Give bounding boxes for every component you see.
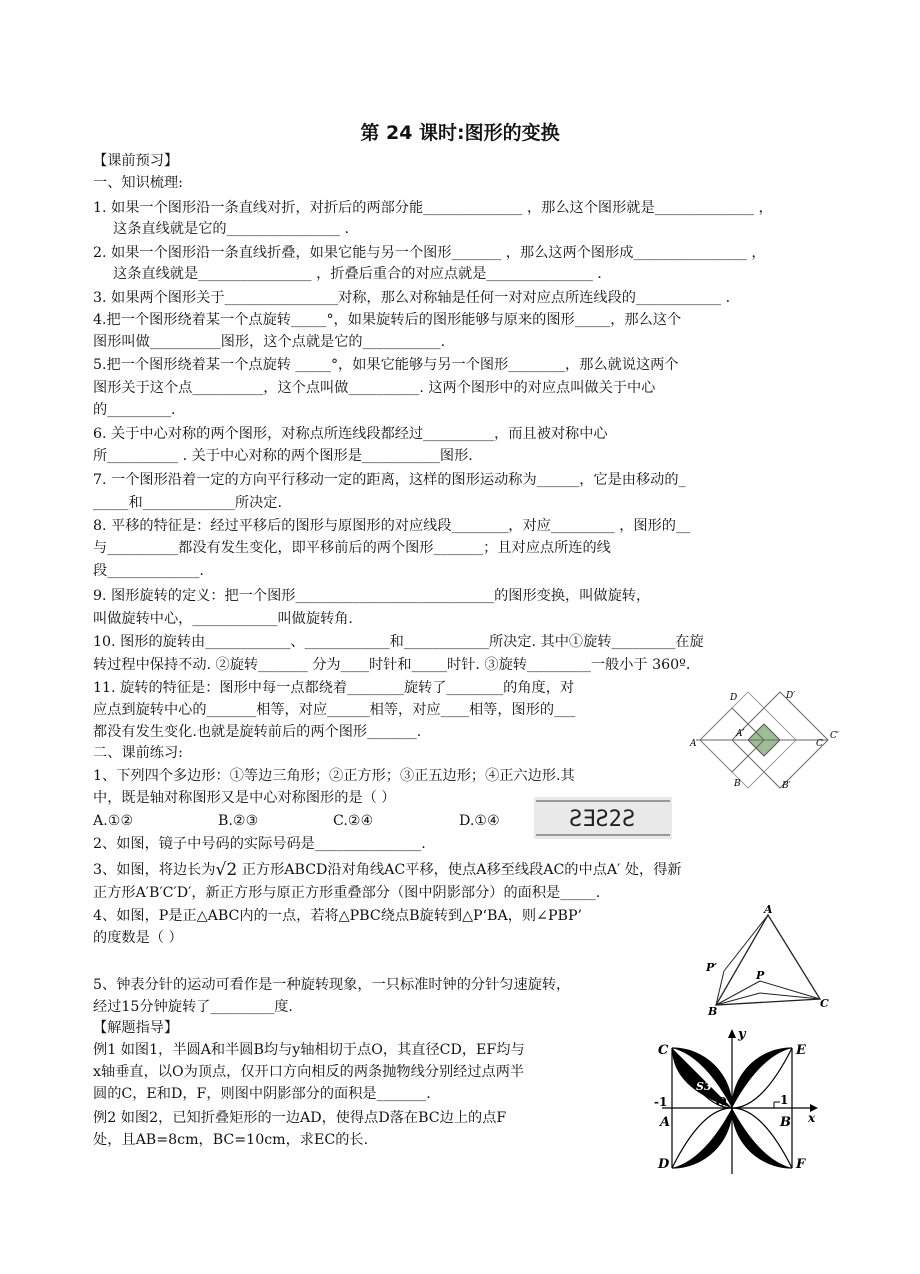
knowledge-line: 所__________ . 关于中心对称的两个图形是___________图形.	[93, 448, 473, 464]
knowledge-line: 1. 如果一个图形沿一条直线对折，对折后的两部分能______________ ，那么这个图形就是______________ ，	[93, 200, 773, 216]
option-a: A.①②	[93, 813, 134, 829]
label: B′	[782, 781, 791, 791]
practice-q1-line1: 1、下列四个多边形：①等边三角形；②正方形；③正五边形；④正六边形.其	[93, 768, 575, 784]
label: C	[820, 997, 829, 1010]
knowledge-line: 7. 一个图形沿着一定的方向平行移动一定的距离，这样的图形运动称为______，它是由移动的_	[93, 472, 686, 488]
knowledge-line: 9. 图形旋转的定义：把一个图形____________________________的图形变换，叫做旋转，	[93, 588, 651, 604]
label: S4	[696, 1128, 712, 1141]
label: P′	[706, 961, 718, 974]
practice-q2: 2、如图，镜子中号码的实际号码是_______________.	[93, 836, 426, 852]
label: D	[730, 693, 738, 703]
practice-q1-line2: 中，既是轴对称图形又是中心对称图形的是（ ）	[93, 790, 396, 806]
label: B	[708, 1005, 718, 1018]
option-c: C.②④	[333, 813, 374, 829]
label: F	[796, 1157, 806, 1172]
label: A′	[736, 729, 745, 739]
subsection-practice-heading: 二、课前练习:	[93, 745, 183, 761]
label: O	[716, 1095, 727, 1109]
label: D′	[786, 691, 796, 701]
label: y	[738, 1027, 746, 1042]
label: C	[658, 1043, 669, 1058]
label: E	[796, 1043, 806, 1058]
page-title: 第 24 课时:图形的变换	[360, 122, 560, 144]
knowledge-line: 叫做旋转中心，____________叫做旋转角.	[93, 611, 353, 627]
practice-q3-line2: 正方形A′B′C′D′，新正方形与原正方形重叠部分（图中阴影部分）的面积是_____.	[93, 885, 601, 901]
label: C′	[830, 731, 839, 741]
knowledge-line: 10. 图形的旋转由____________、____________和____________所决定. 其中①旋转_________在旋	[93, 634, 704, 650]
knowledge-line: 2. 如果一个图形沿一条直线折叠，如果它能与另一个图形_______ ，那么这两个图形成________________ ，	[93, 245, 766, 261]
label: P	[756, 969, 765, 982]
knowledge-line: 这条直线就是________________ ，折叠后重合的对应点就是_______________ .	[113, 266, 602, 282]
knowledge-line: 图形叫做__________图形，这个点就是它的___________.	[93, 334, 446, 350]
knowledge-line: _____和_____________所决定.	[93, 495, 282, 511]
overlapping-squares-figure	[688, 686, 838, 796]
example-line: 圆的C，E和D，F，则图中阴影部分的面积是_______.	[93, 1086, 431, 1102]
sqrt2-expression: √2	[215, 860, 238, 880]
practice-q4-line1: 4、如图，P是正△ABC内的一点，若将△PBC绕点B旋转到△P‘BA，则∠PBP’	[93, 908, 583, 924]
knowledge-line: 应点到旋转中心的_______相等，对应______相等，对应____相等，图形的___	[93, 702, 576, 718]
knowledge-line: 5.把一个图形绕着某一个点旋转 _____°，如果它能够与另一个图形________，那么就说这两个	[93, 357, 679, 373]
subsection-knowledge-heading: 一、知识梳理:	[93, 175, 183, 191]
knowledge-line: 图形关于这个点__________，这个点叫做__________. 这两个图形中的对应点叫做关于中心	[93, 380, 656, 396]
label: A	[764, 903, 773, 916]
knowledge-line: 4.把一个图形绕着某一个点旋转_____°，如果旋转后的图形能够与原来的图形_____，那么这个	[93, 312, 682, 328]
label: 1	[780, 1093, 789, 1107]
label: A	[690, 739, 697, 749]
knowledge-line: 的_________.	[93, 402, 176, 418]
knowledge-line: 3. 如果两个图形关于________________对称，那么对称轴是任何一对对应点所连线段的____________ .	[93, 290, 731, 306]
knowledge-line: 11. 旋转的特征是：图形中每一点都绕着________旋转了________的角度，对	[93, 680, 575, 696]
parabola-semicircle-figure	[652, 1026, 822, 1176]
practice-q1-options	[93, 812, 500, 830]
label: S3	[696, 1080, 712, 1093]
label: -1	[654, 1095, 668, 1109]
label: C	[816, 739, 823, 749]
knowledge-line: 与__________都没有发生变化，即平移前后的两个图形_______；且对应点所连的线	[93, 540, 611, 556]
knowledge-line: 8. 平移的特征是：经过平移后的图形与原图形的对应线段________，对应_________ ，图形的__	[93, 518, 691, 534]
knowledge-line: 转过程中保持不动. ②旋转_______ 分为____时针和_____时针. ③旋转_________一般小于 360º.	[93, 657, 691, 673]
label: A	[660, 1115, 671, 1130]
practice-q4-line2: 的度数是（ ）	[93, 930, 183, 946]
knowledge-line: 这条直线就是它的________________ .	[113, 221, 350, 237]
practice-q5-line1: 5、钟表分针的运动可看作是一种旋转现象，一只标准时钟的分针匀速旋转，	[93, 977, 571, 993]
label: B	[780, 1115, 791, 1130]
section-preview-heading: 【课前预习】	[93, 153, 179, 169]
label: B	[734, 779, 741, 789]
triangle-rotation-figure	[702, 901, 832, 1019]
practice-q3-line1: 3、如图，将边长为√2 正方形ABCD沿对角线AC平移，使点A移至线段AC的中点A′ 处，得新	[93, 860, 682, 880]
knowledge-line: 6. 关于中心对称的两个图形，对称点所连线段都经过__________，而且被对称中心	[93, 426, 608, 442]
example-line: 例1 如图1，半圆A和半圆B均与y轴相切于点O，其直径CD，EF均与	[93, 1042, 525, 1058]
example-line: 处，且AB=8cm，BC=10cm，求EC的长.	[93, 1132, 369, 1148]
knowledge-line: 都没有发生变化.也就是旋转前后的两个图形_______.	[93, 724, 422, 740]
option-b: B.②③	[218, 813, 259, 829]
option-d: D.①④	[459, 813, 500, 829]
mirror-digits: ƧƎƧ2Ƨ	[568, 807, 636, 832]
mirror-number-figure	[534, 797, 672, 839]
label: D	[658, 1157, 670, 1172]
example-line: x轴垂直，以O为顶点，仅开口方向相反的两条抛物线分别经过点两半	[93, 1064, 525, 1080]
example-line: 例2 如图2，已知折叠矩形的一边AD，使得点D落在BC边上的点F	[93, 1110, 507, 1126]
label: x	[808, 1111, 816, 1125]
knowledge-line: 段_____________.	[93, 563, 204, 579]
practice-q5-line2: 经过15分钟旋转了_________度.	[93, 999, 293, 1015]
section-guide-heading: 【解题指导】	[93, 1020, 179, 1036]
